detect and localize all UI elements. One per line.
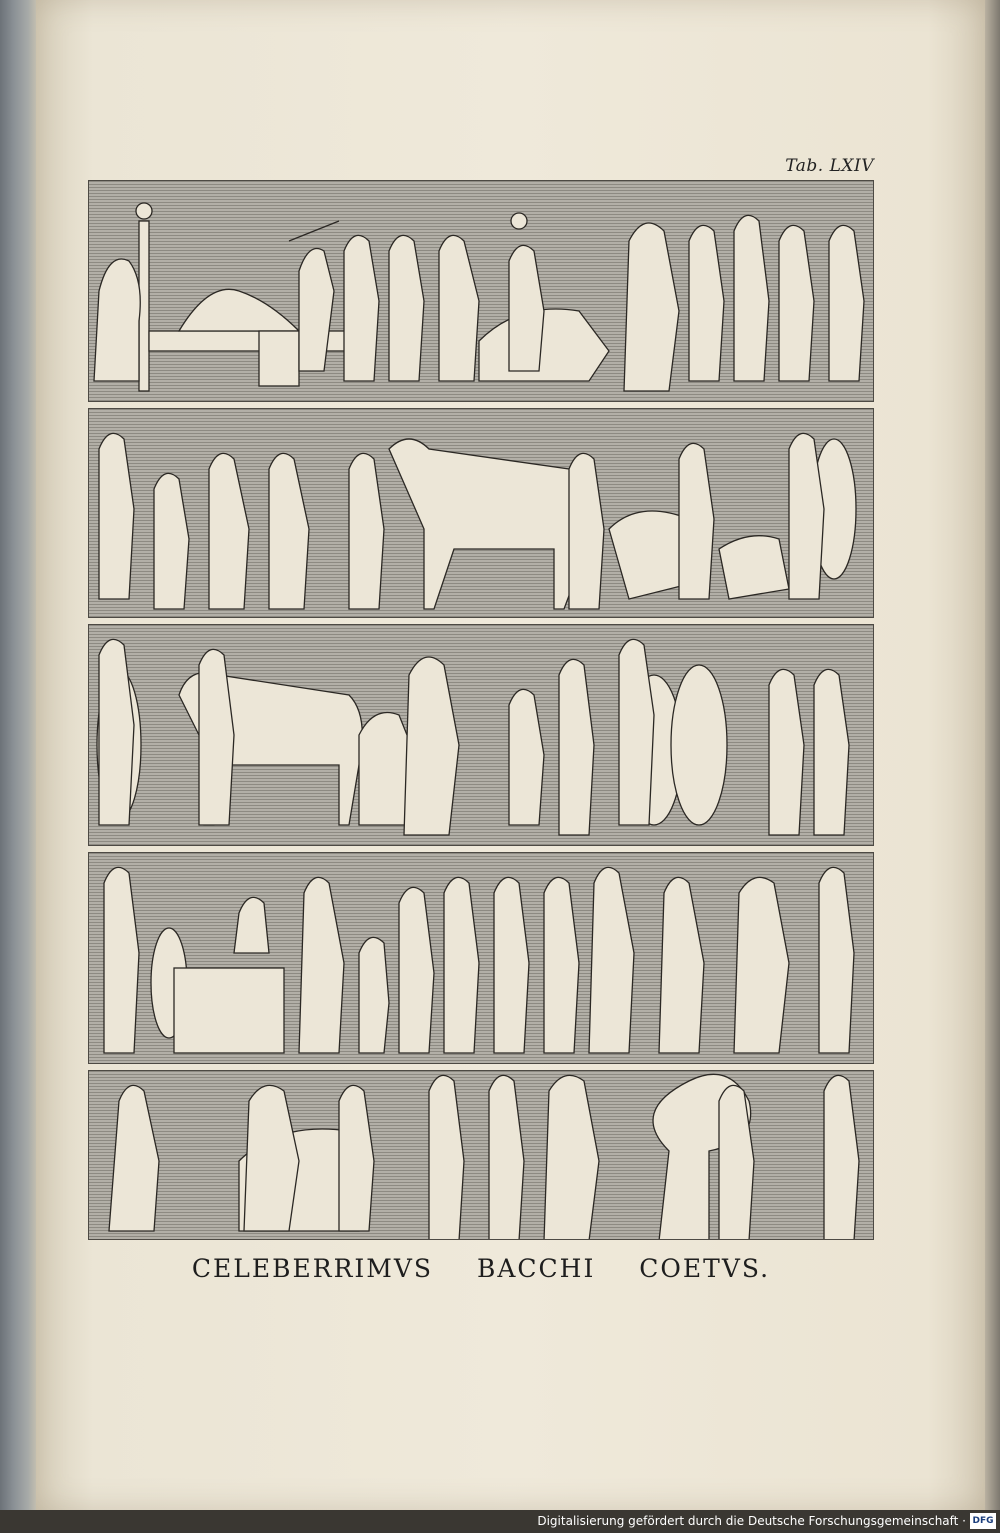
figure-with-grapes — [824, 1075, 859, 1240]
draped-figure — [109, 1085, 159, 1231]
frieze-band-5 — [88, 1070, 874, 1240]
attendant — [349, 453, 384, 609]
frieze-band-3 — [88, 624, 874, 846]
banquet-table — [259, 331, 299, 386]
satyr — [339, 1085, 374, 1231]
reclining-figure — [179, 289, 299, 331]
altar — [174, 968, 284, 1053]
helmeted-soldier — [199, 649, 234, 825]
funding-credit: Digitalisierung gefördert durch die Deutsche Forschungsgemeinschaft · — [537, 1514, 966, 1528]
figure-raising-disc — [509, 245, 544, 371]
draped-figure — [209, 453, 249, 609]
draped-figure — [559, 659, 594, 835]
sacrificial-pig — [719, 536, 789, 599]
drinking-figure — [819, 867, 854, 1053]
soldier — [619, 639, 654, 825]
column-finial — [136, 203, 152, 219]
armored-figure — [104, 867, 139, 1053]
standing-figure — [779, 225, 814, 381]
raised-disc — [511, 213, 527, 229]
bearded-figure — [624, 223, 679, 391]
trumpeter — [814, 669, 849, 835]
child-figure — [359, 937, 389, 1053]
frieze-band-4-figures — [89, 853, 874, 1064]
silenus — [244, 1085, 299, 1231]
plate-number: Tab. LXIV — [785, 156, 874, 176]
book-spine — [0, 0, 40, 1533]
reveler — [494, 877, 529, 1053]
frieze-band-1 — [88, 180, 874, 402]
standing-figure — [99, 433, 134, 599]
standing-figure — [404, 657, 459, 835]
standing-figure — [829, 225, 864, 381]
seated-figure — [509, 689, 544, 825]
reveler — [544, 877, 579, 1053]
reveler — [444, 877, 479, 1053]
shield — [671, 665, 727, 825]
frieze-band-2 — [88, 408, 874, 618]
frieze-band-4 — [88, 852, 874, 1064]
page-edge — [985, 0, 1000, 1510]
frieze-band-3-figures — [89, 625, 874, 846]
draped-figure — [154, 473, 189, 609]
draped-figure — [299, 877, 344, 1053]
bearded-figure — [734, 877, 789, 1053]
frieze-band-1-figures — [89, 181, 874, 402]
viewer-footer — [0, 1510, 1000, 1533]
plate-caption: CELEBERRIMVS BACCHI COETVS. — [191, 1254, 771, 1283]
helmeted-soldier — [99, 639, 134, 825]
frieze-band-5-figures — [89, 1071, 874, 1240]
frieze-band-2-figures — [89, 409, 874, 618]
seated-figure — [94, 259, 140, 381]
standard-bearer — [679, 443, 714, 599]
reveler — [399, 887, 434, 1053]
trumpeter — [489, 1075, 524, 1240]
draped-figure — [389, 235, 424, 381]
winged-figure — [734, 215, 769, 381]
trumpeter — [269, 453, 309, 609]
draped-reveler — [659, 877, 704, 1053]
dfg-logo: DFG — [970, 1513, 996, 1529]
sacrificial-bull — [389, 439, 582, 609]
standing-figure — [689, 225, 724, 381]
standing-figure — [344, 235, 379, 381]
pan-figure — [544, 1075, 599, 1240]
figure-at-altar — [234, 897, 269, 953]
trumpeter — [429, 1075, 464, 1240]
draped-figure — [439, 235, 479, 381]
draped-reveler — [589, 867, 634, 1053]
engraved-plate — [88, 180, 874, 1240]
bending-figure — [479, 309, 609, 381]
lyre-player — [769, 669, 804, 835]
attendant — [569, 453, 604, 609]
